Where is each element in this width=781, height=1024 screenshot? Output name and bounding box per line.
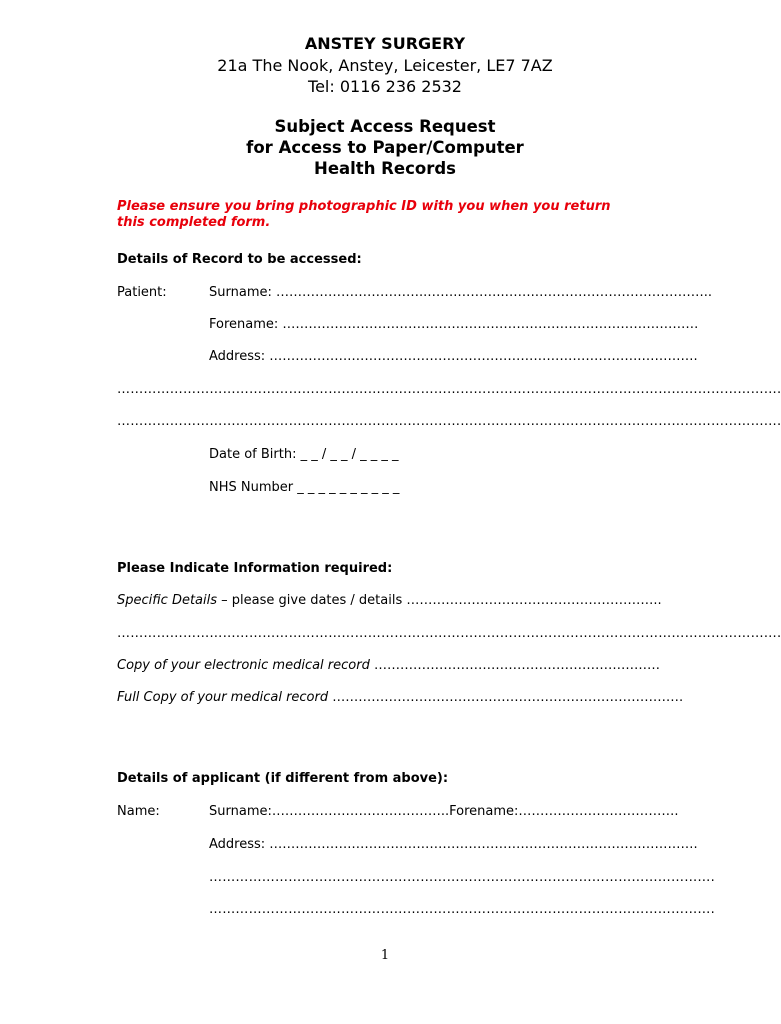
form-title-line3: Health Records	[314, 159, 456, 178]
form-title-line2: for Access to Paper/Computer	[246, 138, 524, 157]
applicant-address-line3[interactable]: …………………………………………………………………………………………………….	[209, 902, 715, 917]
patient-label: Patient:	[117, 285, 167, 300]
patient-address-line3[interactable]: …………………………………………………………………………………………………………………………………….	[117, 414, 781, 429]
patient-address-field[interactable]: Address: ……………….………………………………………………………….………….	[209, 349, 698, 364]
applicant-address-field[interactable]: Address: ……………….………………………………………………………….………….	[209, 837, 698, 852]
applicant-section-heading: Details of applicant (if different from above):	[117, 771, 449, 786]
patient-dob-field[interactable]: Date of Birth: _ _ / _ _ / _ _ _ _	[209, 447, 399, 462]
applicant-address-line2[interactable]: …………………………………………………………………………………………………….	[209, 870, 715, 885]
electronic-record-row[interactable]	[117, 658, 660, 673]
page-number: 1	[380, 948, 390, 963]
specific-details-field[interactable]: – please give dates / details …………………………………………………..	[217, 593, 662, 608]
patient-address-line2[interactable]: …………………………………………………………………………………………………………………………………….	[117, 382, 781, 397]
electronic-record-label: Copy of your electronic medical record	[117, 658, 370, 673]
patient-nhs-number-field[interactable]: NHS Number _ _ _ _ _ _ _ _ _ _	[209, 480, 400, 495]
full-record-field[interactable]: ………………………………………………………………………	[328, 690, 684, 705]
id-notice-line2: this completed form.	[117, 215, 271, 230]
practice-address: 21a The Nook, Anstey, Leicester, LE7 7AZ	[217, 56, 553, 75]
full-record-row[interactable]	[117, 690, 683, 705]
electronic-record-field[interactable]: …………………………………………………………	[369, 658, 660, 673]
record-section-heading: Details of Record to be accessed:	[117, 252, 362, 267]
applicant-surname-forename-field[interactable]: Surname:…………………………………..Forename:……………………………….	[209, 804, 679, 819]
applicant-name-label: Name:	[117, 804, 160, 819]
info-section-heading: Please Indicate Information required:	[117, 561, 393, 576]
full-record-label: Full Copy of your medical record	[117, 690, 329, 705]
patient-surname-field[interactable]: Surname: ……………………………..…….………..…….…………………………………..	[209, 285, 713, 300]
specific-details-line2[interactable]: …………………………………………………………………………………………………………………………………….	[117, 626, 781, 641]
patient-forename-field[interactable]: Forename: ……………………………………………………………………………………	[209, 317, 699, 332]
specific-details-row[interactable]	[117, 593, 662, 608]
practice-name: ANSTEY SURGERY	[304, 34, 466, 53]
practice-phone: Tel: 0116 236 2532	[308, 77, 462, 96]
specific-details-label: Specific Details	[117, 593, 218, 608]
id-notice-line1: Please ensure you bring photographic ID with you when you return	[117, 199, 611, 214]
form-title-line1: Subject Access Request	[274, 117, 496, 136]
